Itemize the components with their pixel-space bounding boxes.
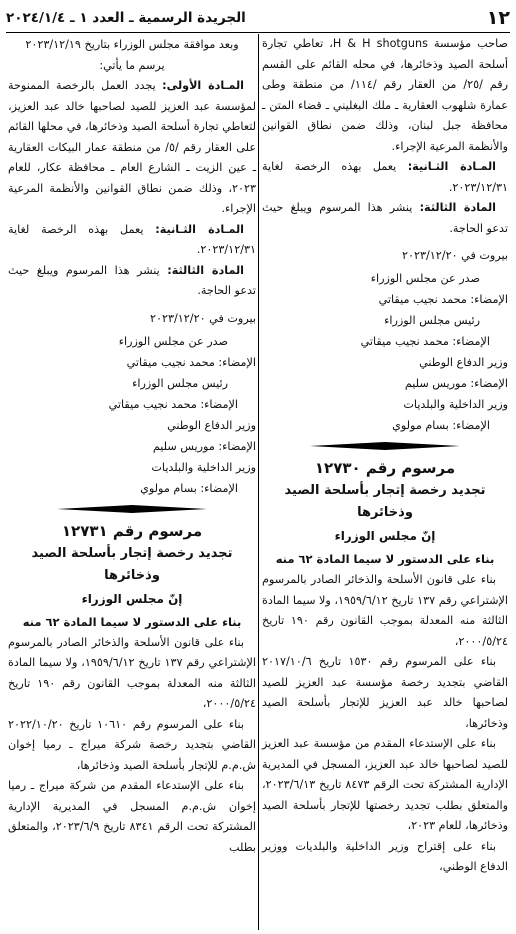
decree-subtitle: تجديد رخصة إتجار بأسلحة الصيد وذخائرها — [284, 483, 486, 520]
gazette-issue-title: الجريدة الرسمية ـ العدد ١ ـ ٢٠٢٤/١/٤ — [6, 10, 246, 26]
intro-paragraph: صاحب مؤسسة H & H shotguns، تعاطي تجارة أسلحة الصيد وذخائرها، في محله القائم على القسم رقم /٢٥/ من العقار رقم /١١٤/ من منطقة وطى عمارة شلهوب العقارية ـ ملك البغليني ـ قضاء المتن ـ محافظة جبل لبنان، وذلك ضمن نطاق القوانين والأنظمة المرعية الإجراء. — [262, 37, 509, 153]
left-column — [8, 34, 256, 858]
recital-paragraph: بناء على إقتراح وزير الداخلية والبلديات ووزير الدفاع الوطني، — [262, 839, 508, 873]
section-separator — [57, 505, 207, 513]
signature-line: الإمضاء: محمد نجيب ميقاتي — [360, 335, 490, 348]
approval-line: وبعد موافقة مجلس الوزراء بتاريخ ٢٠٢٣/١٢/١٩ — [25, 38, 239, 51]
signature-line: الإمضاء: محمد نجيب ميقاتي — [378, 293, 508, 306]
article-1-text: يجدد العمل بالرخصة الممنوحة لمؤسسة عبد العزيز للصيد لصاحبها خالد عبد العزيز، لتعاطي تجارة أسلحة الصيد وذخائرها، في محلها القائم على العقار رقم /٥/ من منطقة عمار البيكات العقارية ـ عين الزيت ـ الشارع العام ـ محافظة عكار، للعام ٢٠٢٣، وذلك ضمن نطاق القوانين والأنظمة المرعية الإجراء. — [8, 79, 256, 215]
prime-minister-label: رئيس مجلس الوزراء — [384, 314, 480, 327]
defense-minister-label: وزير الدفاع الوطني — [167, 418, 256, 432]
article-2 — [8, 220, 256, 261]
decrees-line: يرسم ما يأتي: — [99, 59, 165, 72]
article-3-lead: المادة الثالثة: — [419, 201, 497, 214]
recital-paragraph: بناء على الإستدعاء المقدم من شركة ميراج ـ رميا إخوان ش.م.م المسجل في المديرية الإدارية المشتركة تحت الرقم ٨٣٤١ تاريخ ٢٠٢٣/٦/٩، والمتعلق بطلب — [8, 779, 256, 854]
article-1-lead: المـادة الأولى: — [162, 79, 244, 92]
article-3 — [8, 261, 256, 302]
signature-line: الإمضاء: موريس سليم — [404, 377, 508, 390]
decree-date: بيروت في ٢٠٢٣/١٢/٢٠ — [401, 249, 508, 262]
article-2 — [262, 157, 508, 198]
defense-minister-label: وزير الدفاع الوطني — [419, 356, 508, 369]
signature-block — [8, 331, 256, 499]
council-heading: إنّ مجلس الوزراء — [334, 529, 436, 543]
right-column — [262, 34, 508, 878]
signature-line: الإمضاء: بسام مولوي — [140, 481, 238, 495]
constitution-basis: بناء على الدستور لا سيما المادة ٦٢ منه — [22, 614, 242, 629]
article-2-lead: المـادة الثـانية: — [407, 160, 496, 173]
article-3 — [262, 198, 508, 239]
signature-block — [262, 268, 508, 436]
decree-title: مرسوم رقم ١٢٧٣٠ — [314, 459, 456, 477]
prime-minister-label: رئيس مجلس الوزراء — [132, 376, 228, 390]
recital-paragraph: بناء على المرسوم رقم ١٠٦١٠ تاريخ ٢٠٢٢/١٠/٢٠ القاضي بتجديد رخصة شركة ميراج ـ رميا إخوان ش.م.م للإتجار بأسلحة الصيد وذخائرها، — [8, 717, 256, 772]
article-3-text: ينشر هذا المرسوم ويبلغ حيث تدعو الحاجة. — [8, 263, 256, 297]
recital-paragraph: بناء على قانون الأسلحة والذخائر الصادر بالمرسوم الإشتراعي رقم ١٣٧ تاريخ ١٩٥٩/٦/١٢، ولا سيما المادة الثالثة منه المعدلة بموجب القانون رقم ١٩٠ تاريخ ٢٠٠٠/٥/٢٤، — [8, 635, 257, 710]
issued-by: صدر عن مجلس الوزراء — [370, 272, 480, 285]
signature-line: الإمضاء: محمد نجيب ميقاتي — [108, 397, 238, 411]
council-heading: إنّ مجلس الوزراء — [81, 591, 183, 606]
article-3-text: ينشر هذا المرسوم ويبلغ حيث تدعو الحاجة. — [262, 201, 508, 235]
article-1 — [8, 76, 256, 220]
article-2-text: يعمل بهذه الرخصة لغاية ٢٠٢٣/١٢/٣١. — [8, 222, 256, 256]
page-number: ١٢ — [486, 7, 510, 29]
signature-line: الإمضاء: موريس سليم — [152, 439, 256, 453]
recital-paragraph: بناء على الإستدعاء المقدم من مؤسسة عبد العزيز للصيد لصاحبها خالد عبد العزيز، المسجل في المديرية الإدارية المشتركة تحت الرقم ٨٤٧٣ تاريخ ٢٠٢٣/٦/١٣، والمتعلق بطلب تجديد رخصتها للإتجار بأسلحة الصيد وذخائرها، للعام ٢٠٢٣، — [262, 737, 508, 832]
page-header — [6, 4, 510, 33]
decree-date: بيروت في ٢٠٢٣/١٢/٢٠ — [149, 311, 256, 325]
interior-minister-label: وزير الداخلية والبلديات — [403, 398, 508, 411]
article-3-lead: المادة الثالثة: — [167, 263, 244, 277]
article-2-lead: المـادة الثـانية: — [155, 222, 244, 236]
column-divider — [258, 34, 259, 930]
signature-line: الإمضاء: بسام مولوي — [392, 419, 490, 432]
recital-paragraph: بناء على المرسوم رقم ١٥٣٠ تاريخ ٢٠١٧/١٠/٦ القاضي بتجديد رخصة مؤسسة عبد العزيز للصيد لصاحبها خالد عبد العزيز للإتجار بأسلحة الصيد وذخائرها، — [262, 655, 508, 730]
constitution-basis: بناء على الدستور لا سيما المادة ٦٢ منه — [275, 552, 495, 566]
signature-line: الإمضاء: محمد نجيب ميقاتي — [126, 355, 256, 369]
decree-title: مرسوم رقم ١٢٧٣١ — [61, 521, 203, 540]
section-separator — [310, 442, 460, 450]
interior-minister-label: وزير الداخلية والبلديات — [151, 460, 256, 474]
decree-subtitle: تجديد رخصة إتجار بأسلحة الصيد وذخائرها — [31, 545, 233, 583]
issued-by: صدر عن مجلس الوزراء — [118, 334, 228, 348]
article-2-text: يعمل بهذه الرخصة لغاية ٢٠٢٣/١٢/٣١. — [262, 160, 508, 194]
recital-paragraph: بناء على قانون الأسلحة والذخائر الصادر بالمرسوم الإشتراعي رقم ١٣٧ تاريخ ١٩٥٩/٦/١٢، ولا سيما المادة الثالثة منه المعدلة بموجب القانون رقم ١٩٠ تاريخ ٢٠٠٠/٥/٢٤، — [262, 573, 508, 648]
